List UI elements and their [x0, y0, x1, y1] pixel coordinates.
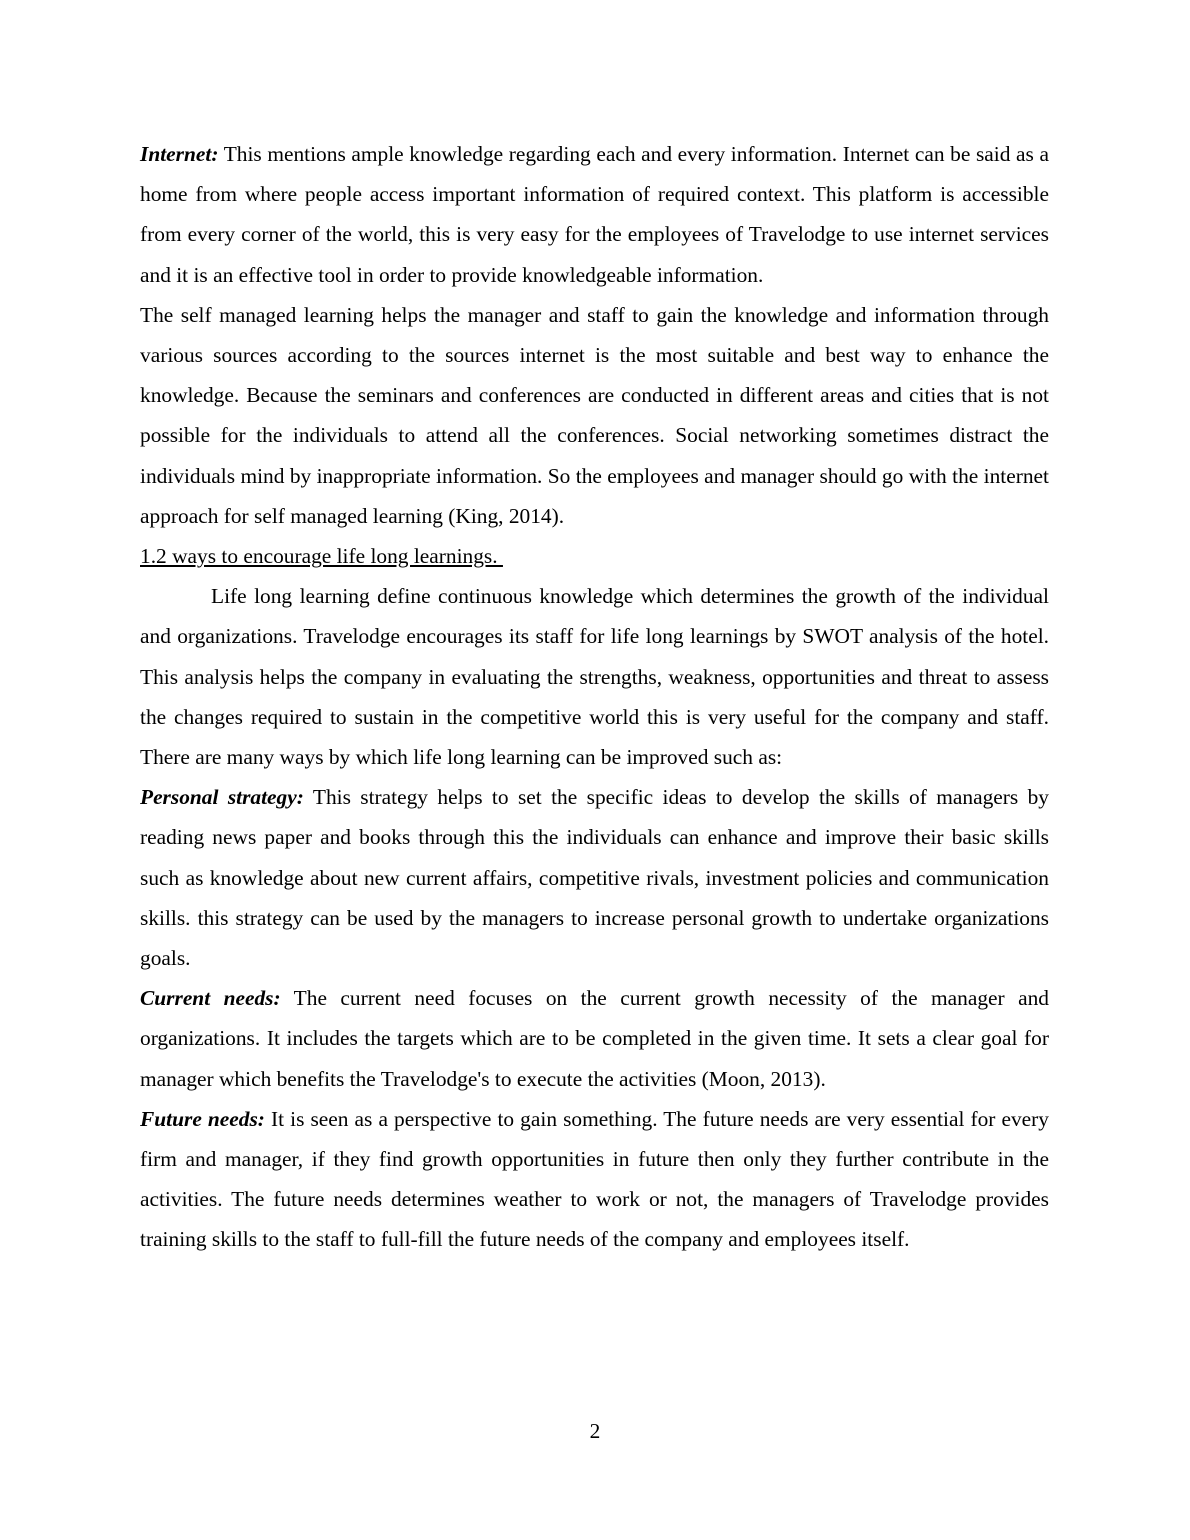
paragraph-personal-strategy-text: This strategy helps to set the specific ideas to develop the skills of managers by reading news paper and books through this the individuals can enhance and improve their basic skills such as knowledge about new current affairs, competitive rivals, investment policies and communication skills. this strategy can be used by the managers to increase personal growth to undertake organizations goals. — [140, 785, 1050, 971]
paragraph-internet — [140, 134, 1049, 295]
term-future-needs: Future needs: — [140, 1106, 265, 1131]
paragraph-self-managed-learning: The self managed learning helps the manager and staff to gain the knowledge and information through various sources according to the sources internet is the most suitable and best way to enhance the knowledge. Because the seminars and conferences are conducted in different areas and cities that is not possible for the individuals to attend all the conferences. Social networking sometimes distract the individuals mind by inappropriate information. So the employees and manager should go with the internet approach for self managed learning (King, 2014). — [140, 302, 1049, 528]
section-heading-text: 1.2 ways to encourage life long learnings. — [140, 544, 503, 569]
page-number: 2 — [589, 1419, 601, 1443]
paragraph-future-needs-text: It is seen as a perspective to gain something. The future needs are very essential for every firm and manager, if they find growth opportunities in future then only they further contribute in the activities. The future needs determines weather to work or not, the managers of Travelodge provides training skills to the staff to full-fill the future needs of the company and employees itself. — [140, 1106, 1049, 1252]
paragraph-current-needs-text: The current need focuses on the current growth necessity of the manager and organizations. It includes the targets which are to be completed in the given time. It sets a clear goal for manager which benefits the Travelodge's to execute the activities (Moon, 2013). — [140, 986, 1049, 1091]
paragraph-personal-strategy — [140, 777, 1049, 978]
paragraph-life-long-learning: Life long learning define continuous knowledge which determines the growth of the individual and organizations. Travelodge encourages its staff for life long learnings by SWOT analysis of the hotel. This analysis helps the company in evaluating the strengths, weakness, opportunities and threat to assess the changes required to sustain in the competitive world this is very useful for the company and staff. There are many ways by which life long learning can be improved such as: — [140, 584, 1049, 770]
section-heading — [140, 536, 1049, 576]
page-body — [140, 134, 1049, 1260]
paragraph-internet-text: This mentions ample knowledge regarding each and every information. Internet can be said as a home from where people access important information of required context. This platform is accessible from every corner of the world, this is very easy for the employees of Travelodge to use internet services and it is an effective tool in order to provide knowledgeable information. — [140, 142, 1049, 287]
paragraph-future-needs — [140, 1099, 1049, 1260]
paragraph-current-needs — [140, 978, 1049, 1099]
term-internet: Internet: — [140, 142, 219, 166]
term-current-needs: Current needs: — [140, 986, 281, 1011]
term-personal-strategy: Personal strategy: — [140, 785, 304, 810]
